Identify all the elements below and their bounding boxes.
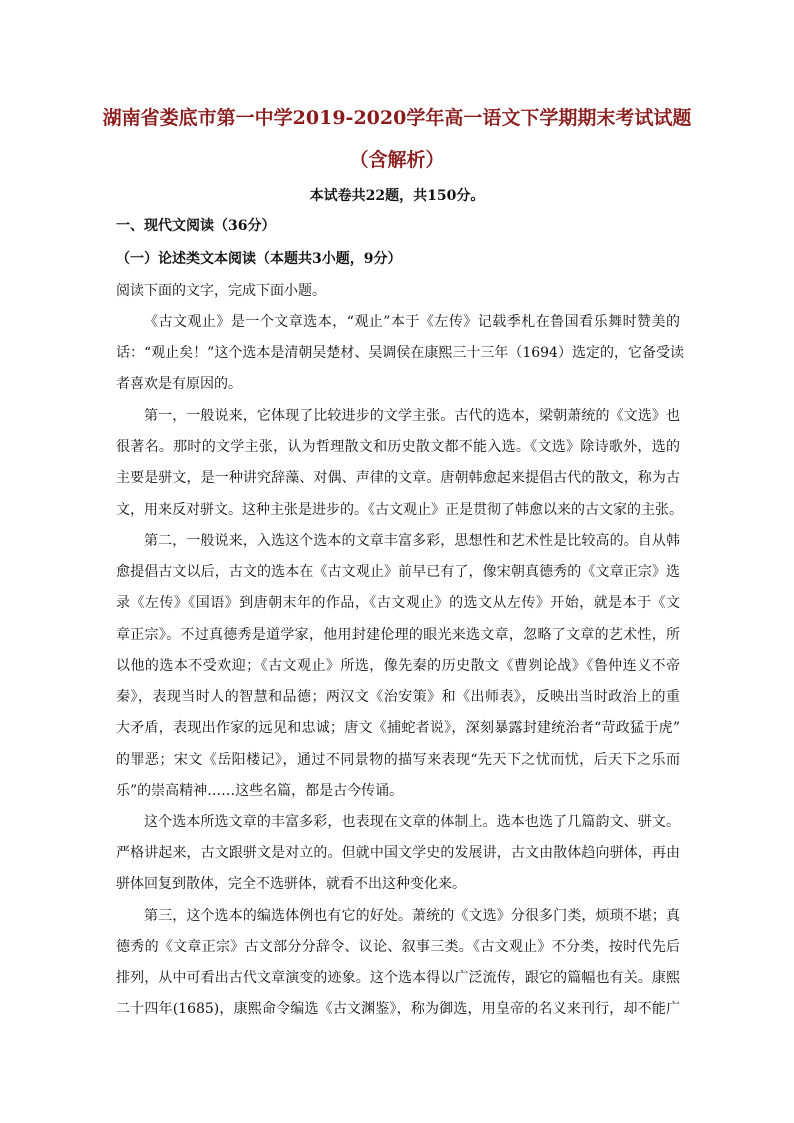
text-line: 愈提倡古文以后，古文的选本在《古文观止》前早已有了，像宋朝真德秀的《文章正宗》选 bbox=[116, 564, 680, 580]
text-line: 秦》，表现当时人的智慧和品德；两汉文《治安策》和《出师表》，反映出当时政治上的重 bbox=[116, 689, 680, 705]
text-line: 的罪恶；宋文《岳阳楼记》，通过不同景物的描写来表现“先天下之忧而忧，后天下之乐而 bbox=[116, 752, 680, 768]
text-line: 骈体回复到散体，完全不选骈体，就看不出这种变化来。 bbox=[116, 876, 466, 892]
document-title-line-2: （含解析） bbox=[349, 149, 445, 171]
text-line: 主要是骈文，是一种讲究辞藻、对偶、声律的文章。唐朝韩愈起来提倡古代的散文，称为古 bbox=[116, 470, 680, 486]
text-line: 排列，从中可看出古代文章演变的迹象。这个选本得以广泛流传，跟它的篇幅也有关。康熙 bbox=[116, 970, 680, 986]
text-line: 《古文观止》是一个文章选本，“观止”本于《左传》记载季札在鲁国看乐舞时赞美的 bbox=[144, 314, 680, 330]
text-line: 第一，一般说来，它体现了比较进步的文学主张。古代的选本，梁朝萧统的《文选》也 bbox=[144, 408, 680, 424]
text-line: 以他的选本不受欢迎；《古文观止》所选，像先秦的历史散文《曹刿论战》《鲁仲连义不帝 bbox=[116, 658, 680, 674]
text-line: 二十四年(1685)，康熙命令编选《古文渊鉴》，称为御选，用皇帝的名义来刊行，却不能广 bbox=[116, 1001, 680, 1017]
text-line: 文，用来反对骈文。这种主张是进步的。《古文观止》正是贯彻了韩愈以来的古文家的主张。 bbox=[116, 502, 683, 518]
text-line: 第三，这个选本的编选体例也有它的好处。萧统的《文选》分很多门类，烦琐不堪；真 bbox=[144, 908, 680, 924]
text-line: 严格讲起来，古文跟骈文是对立的。但就中国文学史的发展讲，古文由散体趋向骈体，再由 bbox=[116, 845, 680, 861]
text-line: 这个选本所选文章的丰富多彩，也表现在文章的体制上。选本也选了几篇韵文、骈文。 bbox=[144, 814, 680, 830]
text-line: 章正宗》。不过真德秀是道学家，他用封建伦理的眼光来选文章，忽略了文章的艺术性，所 bbox=[116, 627, 680, 643]
exam-summary: 本试卷共22题，共150分。 bbox=[309, 188, 485, 204]
text-line: 大矛盾，表现出作家的远见和忠诚；唐文《捕蛇者说》，深刻暴露封建统治者“苛政猛于虎” bbox=[116, 720, 680, 736]
text-line: 很著名。那时的文学主张，认为哲理散文和历史散文都不能入选。《文选》除诗歌外，选的 bbox=[116, 439, 680, 455]
subsection-heading: （一）论述类文本阅读（本题共3小题，9分） bbox=[116, 251, 402, 267]
reading-instruction: 阅读下面的文字，完成下面小题。 bbox=[116, 283, 326, 299]
text-line: 第二，一般说来，入选这个选本的文章丰富多彩，思想性和艺术性是比较高的。自从韩 bbox=[144, 533, 680, 549]
section-heading: 一、现代文阅读（36分） bbox=[116, 218, 276, 234]
text-line: 乐”的崇高精神……这些名篇，都是古今传诵。 bbox=[116, 783, 404, 799]
text-line: 话：“观止矣！”这个选本是清朝吴楚材、吴调侯在康熙三十三年（1694）选定的，它备受读 bbox=[116, 345, 684, 361]
text-line: 德秀的《文章正宗》古文部分分辞令、议论、叙事三类。《古文观止》不分类，按时代先后 bbox=[116, 939, 680, 955]
document-title-line-1: 湖南省娄底市第一中学2019-2020学年高一语文下学期期末考试试题 bbox=[102, 107, 692, 129]
text-line: 者喜欢是有原因的。 bbox=[116, 376, 242, 392]
text-line: 录《左传》《国语》到唐朝末年的作品，《古文观止》的选文从左传》开始，就是本于《文 bbox=[116, 595, 680, 611]
